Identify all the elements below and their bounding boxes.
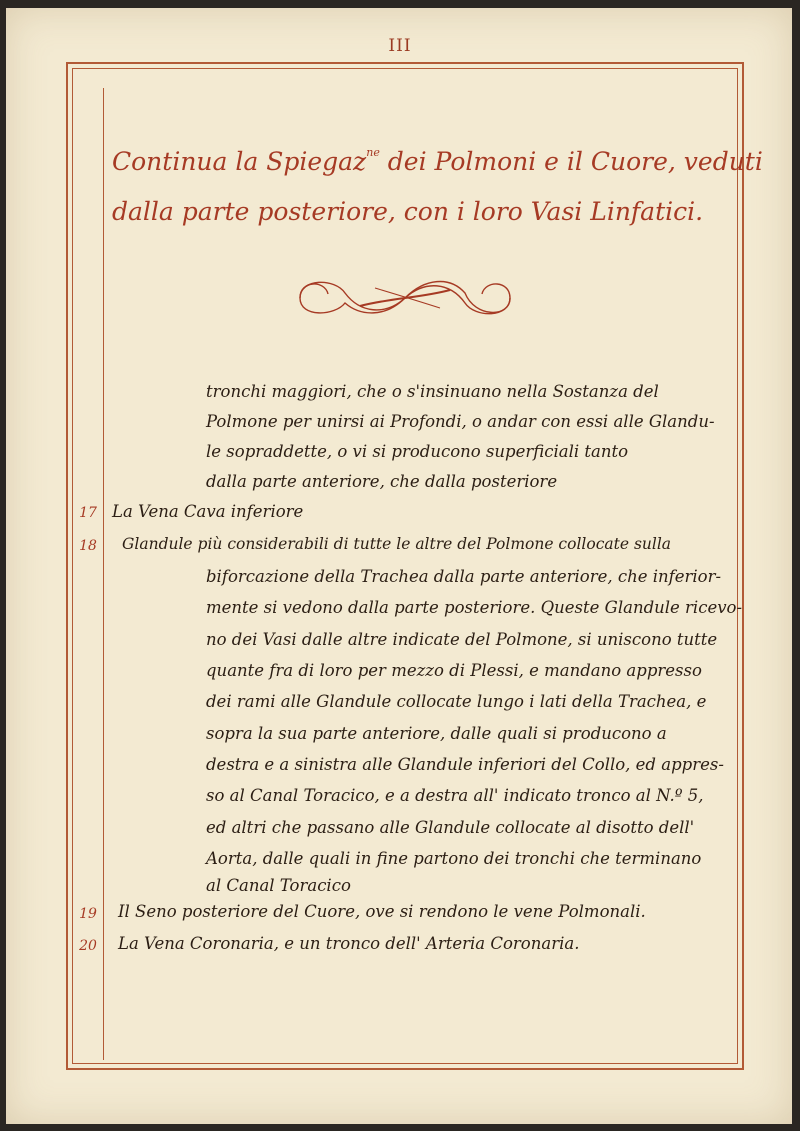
entry-18-line: dei rami alle Glandule collocate lungo i lati della Trachea, e	[206, 692, 707, 711]
title-text-a: Continua la Spiegaz	[112, 147, 367, 176]
margin-rule	[103, 88, 104, 1060]
entry-number-18: 18	[79, 538, 97, 554]
entry-number-20: 20	[79, 938, 97, 954]
calligraphic-flourish-ornament	[290, 268, 520, 328]
continuation-line: tronchi maggiori, che o s'insinuano nella Sostanza del	[206, 382, 659, 401]
entry-17-line: La Vena Cava inferiore	[112, 502, 304, 521]
entry-19-line: Il Seno posteriore del Cuore, ove si rendono le vene Polmonali.	[118, 902, 646, 921]
title-text-b: dei Polmoni e il Cuore, veduti	[379, 147, 763, 176]
entry-18-line: ed altri che passano alle Glandule collocate al disotto dell'	[206, 818, 695, 837]
entry-18-line: al Canal Toracico	[206, 876, 351, 895]
entry-18-line: mente si vedono dalla parte posteriore. Queste Glandule ricevo-	[206, 598, 743, 617]
page-title	[112, 128, 763, 237]
entry-18-line: quante fra di loro per mezzo di Plessi, e mandano appresso	[206, 661, 702, 680]
title-line-1	[112, 128, 763, 187]
entry-18-line: Aorta, dalle quali in fine partono dei tronchi che terminano	[206, 849, 702, 868]
entry-number-19: 19	[79, 906, 97, 922]
entry-18-line: destra e a sinistra alle Glandule inferiori del Collo, ed appres-	[206, 755, 724, 774]
page-number: III	[388, 36, 412, 56]
entry-18-line: so al Canal Toracico, e a destra all' indicato tronco al N.º 5,	[206, 786, 704, 805]
entry-18-line: Glandule più considerabili di tutte le altre del Polmone collocate sulla	[122, 535, 672, 553]
entry-18-line: no dei Vasi dalle altre indicate del Polmone, si uniscono tutte	[206, 630, 718, 649]
entry-18-line: biforcazione della Trachea dalla parte anteriore, che inferior-	[206, 567, 722, 586]
entry-20-line: La Vena Coronaria, e un tronco dell' Arteria Coronaria.	[118, 934, 580, 953]
title-superscript: ne	[366, 146, 380, 159]
continuation-line: le sopraddette, o vi si producono superficiali tanto	[206, 442, 629, 461]
entry-number-17: 17	[79, 505, 97, 521]
title-line-2: dalla parte posteriore, con i loro Vasi Linfatici.	[112, 197, 704, 226]
continuation-line: dalla parte anteriore, che dalla posteriore	[206, 472, 558, 491]
entry-18-line: sopra la sua parte anteriore, dalle quali si producono a	[206, 724, 667, 743]
continuation-line: Polmone per unirsi ai Profondi, o andar con essi alle Glandu-	[206, 412, 715, 431]
